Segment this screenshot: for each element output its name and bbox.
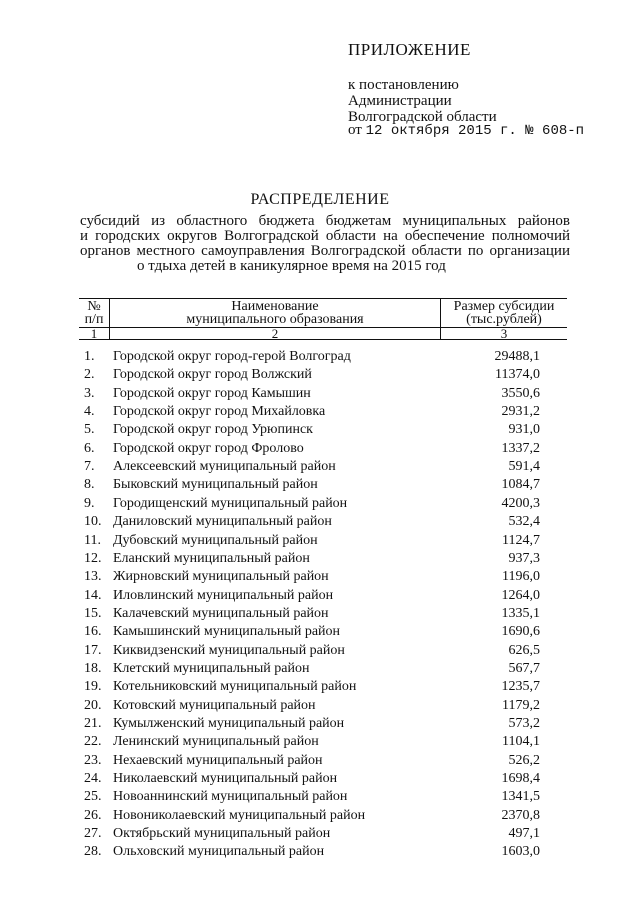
row-amount: 4200,3 <box>501 495 540 511</box>
table-row <box>0 495 640 513</box>
table-row <box>0 807 640 825</box>
row-number: 25. <box>84 789 102 805</box>
row-name: Жирновский муниципальный район <box>113 569 329 585</box>
row-number: 22. <box>84 734 102 750</box>
appendix-line-2: Администрации <box>348 93 452 109</box>
row-name: Городской округ город-герой Волгоград <box>113 349 351 364</box>
row-name: Городской округ город Фролово <box>113 440 304 456</box>
appendix-block <box>348 40 608 125</box>
header-col-number <box>79 300 109 326</box>
row-amount: 1337,2 <box>501 440 540 456</box>
column-number-1: 1 <box>90 326 98 341</box>
table-row <box>0 660 640 678</box>
row-amount: 532,4 <box>508 514 540 530</box>
decree-date: 12 октября 2015 г. № 608-п <box>365 123 585 139</box>
row-number: 28. <box>84 844 102 860</box>
row-number: 5. <box>84 422 95 438</box>
row-name: Камышинский муниципальный район <box>113 624 341 640</box>
row-amount: 1264,0 <box>501 587 540 603</box>
row-number: 3. <box>84 385 95 401</box>
table-row <box>0 403 640 421</box>
row-number: 7. <box>84 459 95 475</box>
table-row <box>0 421 640 439</box>
row-amount: 1084,7 <box>501 477 540 493</box>
row-name: Николаевский муниципальный район <box>113 771 338 787</box>
row-name: Алексеевский муниципальный район <box>113 459 336 475</box>
row-name: Кумылженский муниципальный район <box>113 716 345 731</box>
row-name: Еланский муниципальный район <box>113 550 310 566</box>
table-row <box>0 476 640 494</box>
row-name: Городищенский муниципальный район <box>113 495 348 511</box>
row-number: 27. <box>84 826 102 842</box>
row-amount: 11374,0 <box>495 367 540 383</box>
row-amount: 1235,7 <box>501 679 540 695</box>
table-row <box>0 788 640 806</box>
row-amount: 1603,0 <box>501 844 540 860</box>
header-col-number-line-1: № <box>87 299 101 314</box>
row-number: 14. <box>84 587 102 603</box>
row-name: Городской округ город Михайловка <box>113 404 326 420</box>
row-amount: 2931,2 <box>501 404 540 420</box>
decree-prefix: от <box>348 122 362 138</box>
row-number: 2. <box>84 367 95 383</box>
table-row <box>0 605 640 623</box>
description-line-3: органов местного самоуправления Волгоградской области по организации <box>80 243 570 259</box>
row-amount: 573,2 <box>508 716 540 731</box>
table-row <box>0 385 640 403</box>
column-number-3: 3 <box>500 326 508 341</box>
appendix-heading: ПРИЛОЖЕНИЕ <box>348 40 471 59</box>
table-row <box>0 568 640 586</box>
row-amount: 1196,0 <box>502 569 540 585</box>
row-amount: 1104,1 <box>502 734 540 750</box>
table-row <box>0 642 640 660</box>
row-number: 15. <box>84 605 102 621</box>
row-name: Котельниковский муниципальный район <box>113 679 357 695</box>
table-row <box>0 366 640 384</box>
table-header <box>79 298 567 340</box>
row-amount: 1335,1 <box>501 605 540 621</box>
table-row <box>0 532 640 550</box>
row-name: Городской округ город Волжский <box>113 367 312 383</box>
row-name: Даниловский муниципальный район <box>113 514 332 530</box>
row-name: Быковский муниципальный район <box>113 477 318 493</box>
row-number: 11. <box>84 532 101 548</box>
table-row <box>0 678 640 696</box>
appendix-line-3: Волгоградской области <box>348 109 497 125</box>
row-name: Калачевский муниципальный район <box>113 605 329 621</box>
row-name: Нехаевский муниципальный район <box>113 752 323 768</box>
row-number: 8. <box>84 477 95 493</box>
decree-reference <box>348 122 584 139</box>
header-col-amount-line-2: (тыс.рублей) <box>466 312 542 327</box>
description-line-2: и городских округов Волгоградской области на обеспечение полномочий <box>80 228 570 244</box>
row-amount: 497,1 <box>508 826 540 842</box>
document-description <box>80 214 570 274</box>
header-col-amount <box>441 300 567 326</box>
table-row <box>0 770 640 788</box>
row-number: 9. <box>84 495 95 511</box>
row-amount: 1341,5 <box>501 789 540 805</box>
row-amount: 1124,7 <box>502 532 540 548</box>
table-row <box>0 513 640 531</box>
table-row <box>0 843 640 861</box>
row-name: Киквидзенский муниципальный район <box>113 642 345 658</box>
header-col-number-line-2: п/п <box>84 312 104 327</box>
document-title: РАСПРЕДЕЛЕНИЕ <box>250 191 390 208</box>
row-number: 21. <box>84 716 102 731</box>
row-amount: 626,5 <box>508 642 540 658</box>
row-name: Городской округ город Урюпинск <box>113 422 313 438</box>
header-col-name-line-1: Наименование <box>231 299 319 314</box>
row-number: 23. <box>84 752 102 768</box>
header-col-name <box>110 300 440 326</box>
table-row <box>0 733 640 751</box>
description-line-4: о тдыха детей в каникулярное время на 2015 год <box>137 258 446 274</box>
table-row <box>0 550 640 568</box>
table-row <box>0 587 640 605</box>
table-row <box>0 825 640 843</box>
row-number: 1. <box>84 349 95 364</box>
row-number: 20. <box>84 697 102 713</box>
row-number: 24. <box>84 771 102 787</box>
row-name: Новоаннинский муниципальный район <box>113 789 348 805</box>
row-number: 12. <box>84 550 102 566</box>
row-name: Ленинский муниципальный район <box>113 734 319 750</box>
header-col-name-line-2: муниципального образования <box>186 312 364 327</box>
row-amount: 1179,2 <box>502 697 540 713</box>
table-row <box>0 752 640 770</box>
table-row <box>0 348 640 366</box>
row-amount: 1690,6 <box>501 624 540 640</box>
table-row <box>0 715 640 733</box>
row-name: Клетский муниципальный район <box>113 660 310 676</box>
row-amount: 526,2 <box>508 752 540 768</box>
row-number: 4. <box>84 404 95 420</box>
row-amount: 1698,4 <box>501 771 540 787</box>
row-name: Котовский муниципальный район <box>113 697 316 713</box>
row-number: 6. <box>84 440 95 456</box>
row-amount: 931,0 <box>508 422 540 438</box>
header-col-amount-line-1: Размер субсидии <box>453 299 555 314</box>
row-amount: 29488,1 <box>494 349 540 364</box>
row-amount: 937,3 <box>508 550 540 566</box>
appendix-line-1: к постановлению <box>348 77 459 93</box>
table-row <box>0 623 640 641</box>
row-number: 19. <box>84 679 102 695</box>
row-name: Городской округ город Камышин <box>113 385 311 401</box>
row-name: Иловлинский муниципальный район <box>113 587 334 603</box>
row-number: 17. <box>84 642 102 658</box>
row-name: Ольховский муниципальный район <box>113 844 325 860</box>
row-amount: 591,4 <box>508 459 540 475</box>
row-number: 16. <box>84 624 102 640</box>
row-name: Новониколаевский муниципальный район <box>113 807 366 823</box>
row-amount: 567,7 <box>508 660 540 676</box>
row-number: 10. <box>84 514 102 530</box>
row-name: Октябрьский муниципальный район <box>113 826 331 842</box>
table-row <box>0 697 640 715</box>
table-row <box>0 458 640 476</box>
row-number: 13. <box>84 569 102 585</box>
column-number-2: 2 <box>271 326 279 341</box>
row-amount: 2370,8 <box>501 807 540 823</box>
description-line-1: субсидий из областного бюджета бюджетам муниципальных районов <box>80 213 570 229</box>
table-row <box>0 440 640 458</box>
row-number: 18. <box>84 660 102 676</box>
row-name: Дубовский муниципальный район <box>113 532 318 548</box>
row-number: 26. <box>84 807 102 823</box>
row-amount: 3550,6 <box>501 385 540 401</box>
